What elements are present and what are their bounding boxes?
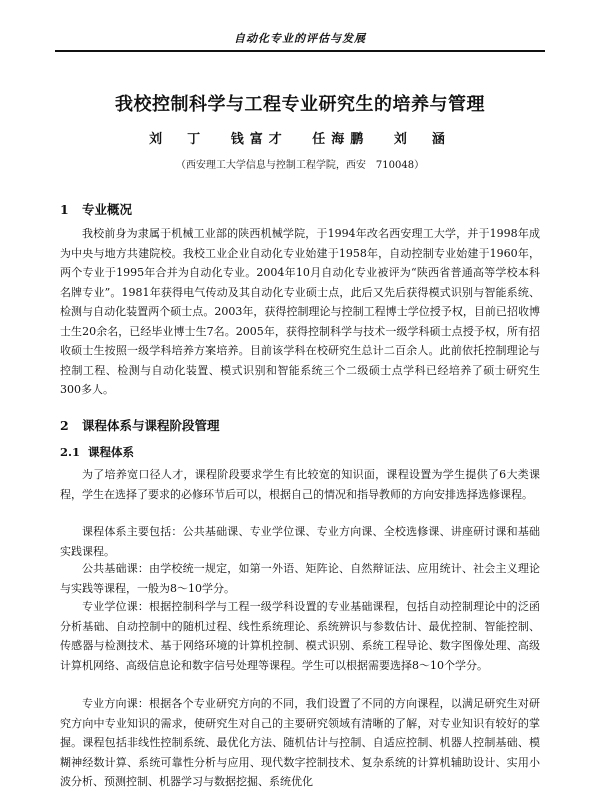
affiliation: （西安理工大学信息与控制工程学院，西安 710048） — [175, 160, 425, 171]
section-heading-2 — [60, 416, 220, 434]
section-title: 专业概况 — [82, 202, 133, 217]
header-rule — [55, 50, 545, 52]
author: 任海鹏 — [312, 132, 370, 147]
section-title: 课程体系与课程阶段管理 — [82, 418, 220, 433]
paper-title: 我校控制科学与工程专业研究生的培养与管理 — [115, 94, 485, 115]
paragraph: 为了培养宽口径人才，课程阶段要求学生有比较宽的知识面，课程设置为学生提供了6大类课程，学生在选择了要求的必修环节后可以，根据自己的情况和指导教师的方向安排选择选修课程。 — [60, 468, 540, 501]
paragraph: 专业学位课：根据控制科学与工程一级学科设置的专业基础课程，包括自动控制理论中的泛函分析基础、自动控制中的随机过程、线性系统理论、系统辨识与参数估计、最优控制、智能控制、传感器与检测技术、基于网络环境的计算机控制、模式识别、系统工程导论、数字图像处理、高级计算机网络、高级信息论和数字信号处理等课程。学生可以根据需要选择8～10个学分。 — [60, 600, 540, 672]
author-list — [55, 128, 545, 147]
subsection-number: 2.1 — [60, 445, 81, 459]
section-number: 2 — [60, 418, 69, 433]
subsection-heading-2-1 — [60, 444, 134, 460]
author: 钱富才 — [230, 132, 288, 147]
running-header: 自动化专业的评估与发展 — [234, 32, 366, 45]
section-number: 1 — [60, 202, 69, 217]
paragraph: 课程体系主要包括：公共基础课、专业学位课、专业方向课、全校选修课、讲座研讨课和基础实践课程。 — [60, 525, 540, 558]
section-heading-1 — [60, 200, 132, 218]
author: 刘 丁 — [149, 132, 207, 147]
paragraph: 公共基础课：由学校统一规定，如第一外语、矩阵论、自然辩证法、应用统计、社会主义理论与实践等课程，一般为8～10学分。 — [60, 562, 540, 595]
paragraph: 专业方向课：根据各个专业研究方向的不同，我们设置了不同的方向课程，以满足研究生对研究方向中专业知识的需求，使研究生对自己的主要研究领域有清晰的了解，对专业知识有较好的掌握。课程包括非线性控制系统、最优化方法、随机估计与控制、自适应控制、机器人控制基础、模糊神经数计算、系统可靠性分析与应用、现代数字控制技术、复杂系统的计算机辅助设计、实用小波分析、预测控制、机器学习与数据挖掘、系统优化 — [60, 697, 540, 788]
paragraph: 我校前身为隶属于机械工业部的陕西机械学院，于1994年改名西安理工大学，并于1998年成为中央与地方共建院校。我校工业企业自动化专业始建于1958年，自动控制专业始建于1960年，两个专业于1995年合并为自动化专业。2004年10月自动化专业被评为“陕西省普通高等学校本科名牌专业”。1981年获得电气传动及其自动化专业硕士点，此后又先后获得模式识别与智能系统、检测与自动化装置两个硕士点。2003年，获得控制理论与控制工程博士学位授予权，目前已招收博士生20余名，已经毕业博士生7名。2005年，获得控制科学与技术一级学科硕士点授予权，所有招收硕士生按照一级学科培养方案培养。目前该学科在校研究生总计二百余人。此前依托控制理论与控制工程、检测与自动化装置、模式识别和智能系统三个二级硕士点学科已经培养了硕士研究生300多人。 — [60, 227, 540, 396]
author: 刘 涵 — [393, 132, 451, 147]
subsection-title: 课程体系 — [88, 445, 134, 459]
